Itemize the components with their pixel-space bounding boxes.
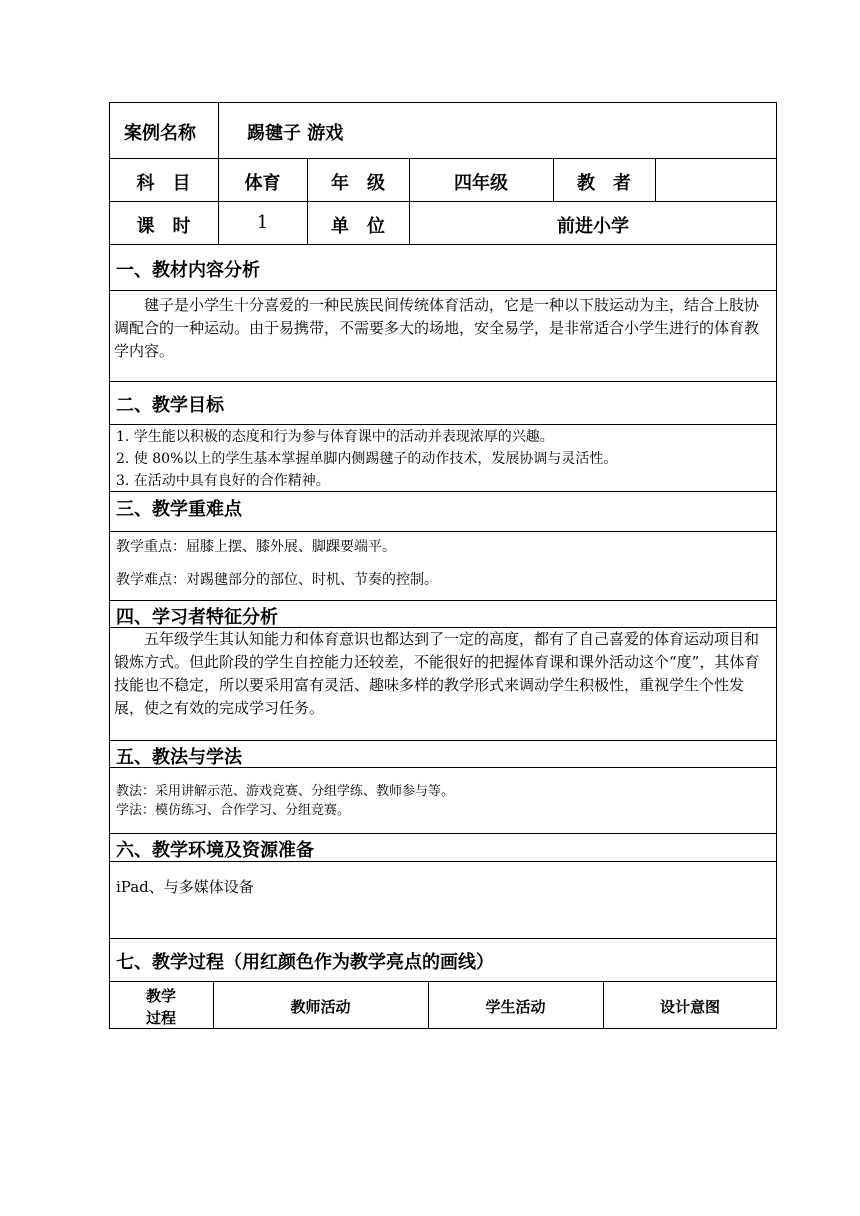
unit-value: 前进小学 (557, 216, 629, 237)
difficult-points: 教学难点：对踢毽部分的部位、时机、节奏的控制。 (116, 572, 438, 588)
grade-value: 四年级 (454, 173, 508, 194)
row-divider (109, 290, 777, 291)
row-divider (109, 424, 777, 425)
learning-methods: 学法：模仿练习、合作学习、分组竞赛。 (116, 803, 351, 818)
section-2-item: 1. 学生能以积极的态度和行为参与体育课中的活动并表现浓厚的兴趣。 (116, 429, 554, 445)
key-points: 教学重点：屈膝上摆、膝外展、脚踝要端平。 (116, 539, 396, 555)
section-6-text: iPad、与多媒体设备 (116, 878, 254, 896)
row-divider (109, 531, 777, 532)
subject-label: 科 目 (136, 173, 191, 194)
period-value: 1 (256, 212, 269, 233)
section-1-title: 一、教材内容分析 (116, 260, 260, 281)
teacher-label: 教 者 (577, 173, 631, 194)
row-divider (109, 981, 777, 982)
process-col-teacher: 教师活动 (290, 998, 351, 1016)
period-label: 课 时 (136, 216, 191, 237)
section-2-item: 3. 在活动中具有良好的合作精神。 (116, 473, 330, 489)
section-1-text: 毽子是小学生十分喜爱的一种民族民间传统体育活动，它是一种以下肢运动为主，结合上肢协调配合的一种运动。由于易携带，不需要多大的场地，安全易学，是非常适合小学生进行的体育教学内容。 (114, 296, 760, 360)
section-3-title: 三、教学重难点 (116, 499, 242, 520)
subject-value: 体育 (244, 173, 281, 194)
row-divider (109, 600, 777, 601)
teaching-methods: 教法：采用讲解示范、游戏竞赛、分组学练、教师参与等。 (116, 784, 455, 799)
case-name-value: 踢毽子 游戏 (247, 123, 344, 144)
unit-label: 单 位 (331, 216, 385, 237)
section-5-title: 五、教法与学法 (116, 747, 242, 768)
row-divider (109, 938, 777, 939)
section-6-title: 六、教学环境及资源准备 (116, 840, 314, 861)
row-divider (109, 244, 777, 245)
row-divider (109, 201, 777, 202)
row-divider (109, 833, 777, 834)
process-col-student: 学生活动 (485, 998, 546, 1016)
section-4-text: 五年级学生其认知能力和体育意识也都达到了一定的高度，都有了自己喜爱的体育运动项目和锻炼方式。但此阶段的学生自控能力还较差，不能很好的把握体育课和课外活动这个“度”，其体育技能也不稳定，所以要采用富有灵活、趣味多样的教学形式来调动学生积极性，重视学生个性发展，使之有效的完成学习任务。 (114, 630, 760, 717)
process-col-intent: 设计意图 (659, 998, 720, 1016)
section-2-title: 二、教学目标 (116, 395, 224, 416)
section-4-title: 四、学习者特征分析 (116, 607, 278, 628)
column-divider (655, 158, 656, 201)
section-2-item: 2. 使 80%以上的学生基本掌握单脚内侧踢毽子的动作技术，发展协调与灵活性。 (116, 451, 618, 467)
section-7-title: 七、教学过程（用红颜色作为教学亮点的画线） (116, 952, 494, 973)
row-divider (109, 158, 777, 159)
process-col-stage: 过程 (145, 1009, 176, 1027)
process-col-stage: 教学 (145, 987, 176, 1005)
case-name-label: 案例名称 (124, 123, 196, 144)
row-divider (109, 740, 777, 741)
row-divider (109, 381, 777, 382)
grade-label: 年 级 (331, 173, 385, 194)
